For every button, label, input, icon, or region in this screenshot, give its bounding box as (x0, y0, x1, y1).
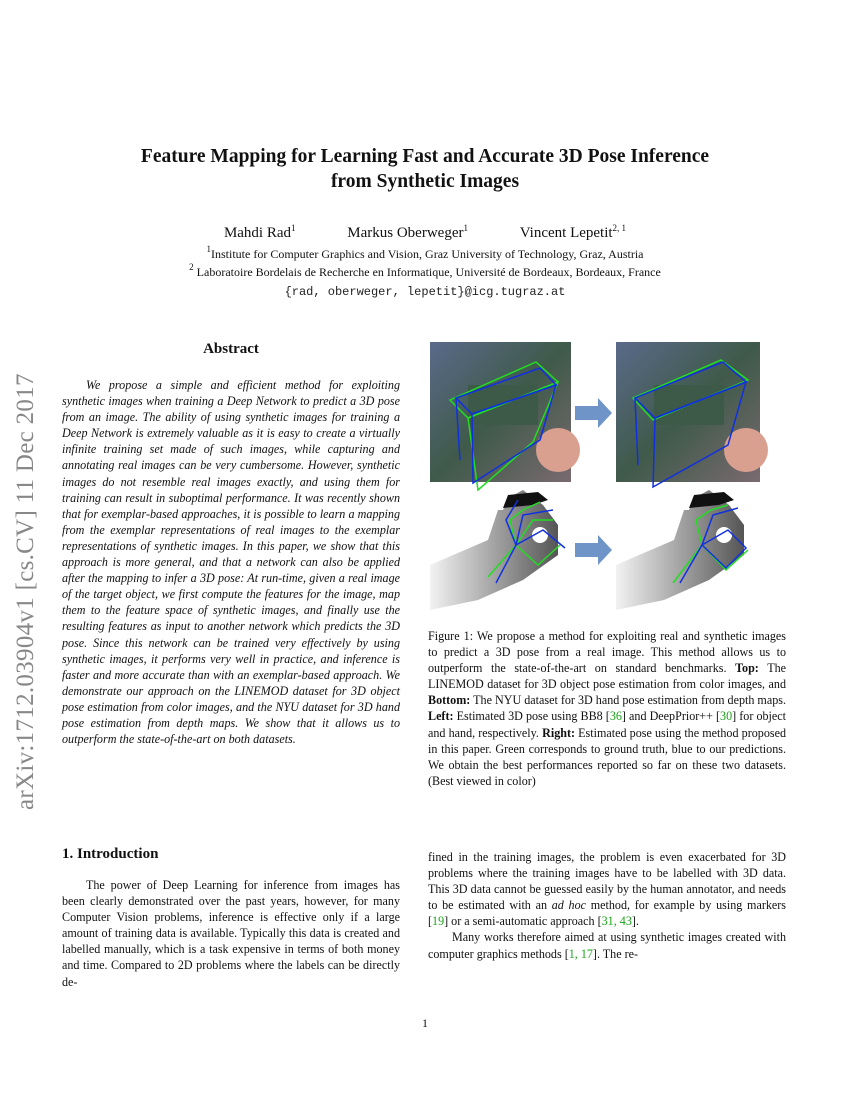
text-segment: The NYU dataset for 3D hand pose estimation from depth maps. (470, 693, 786, 708)
text-segment: Figure 1: We propose a method for exploiting real and synthetic images to predict a 3D pose from a real image. This method allows us to outperform the state-of-the-art on standard benchmarks. (428, 629, 786, 676)
paper-title (0, 144, 850, 194)
text-segment: Estimated 3D pose using BB8 [ (453, 709, 610, 724)
author (224, 225, 296, 241)
figure-1 (428, 340, 788, 615)
author-sup: 1 (291, 223, 296, 233)
affiliation (0, 244, 850, 262)
text-segment: ] or a semi-automatic approach [ (444, 914, 602, 929)
right-column-text (428, 849, 786, 962)
arrow-icon (575, 535, 612, 565)
arrow-icon (575, 398, 612, 428)
citation-link[interactable]: 19 (432, 914, 445, 929)
paragraph (428, 929, 786, 961)
text-segment: Top: (735, 661, 759, 676)
text-segment: ] and DeepPrior++ [ (621, 709, 721, 724)
text-segment: Bottom: (428, 693, 471, 708)
abstract-heading: Abstract (203, 341, 259, 357)
arxiv-stamp: arXiv:1712.03904v1 [cs.CV] 11 Dec 2017 (12, 373, 39, 810)
text-segment: ]. (631, 914, 639, 929)
abstract-text: We propose a simple and efficient method for exploiting synthetic images when training a Deep Network to predict a 3D pose from an image. The ability of using synthetic images for training a Deep Network is extremely valuable as it is easy to create a virtually infinite training set made of such images, while capturing and annotating real images can be very cumbersome. However, synthetic images do not resemble real images exactly, and using them for training can result in suboptimal performance. It was recently shown that for exemplar-based approaches, it is possible to learn a mapping from the exemplar representations of real images to the exemplar representations of synthetic images. In this paper, we show that this approach is more general, and that a network can also be applied after the mapping to infer a 3D pose: At run-time, given a real image of the target object, we first compute the features for the image, map them to the feature space of synthetic images, and finally use the resulting features as input to another network which predicts the 3D pose. Since this network can be trained very effectively by using synthetic images, it performs very well in practice, and inference is faster and more accurate than with an exemplar-based approach. We demonstrate our approach on the LINEMOD dataset for 3D object pose estimation from color images, and the NYU dataset for 3D hand pose estimation from depth maps. We show that it allows us to outperform the state-of-the-art on both datasets. (62, 378, 400, 747)
nyu-right-hand (616, 490, 748, 610)
aff-text: Institute for Computer Graphics and Vision, Graz University of Technology, Graz, Austria (211, 247, 644, 261)
text-segment: Left: (428, 709, 454, 724)
text-segment: Right: (542, 725, 576, 740)
linemod-right-image (616, 342, 768, 487)
citation-link[interactable]: 1, 17 (568, 946, 593, 961)
nyu-left-hand (430, 490, 565, 610)
linemod-left-image (430, 342, 580, 490)
citation-link[interactable]: 31, 43 (601, 914, 632, 929)
citation-link[interactable]: 36 (609, 709, 622, 724)
author (347, 225, 468, 241)
author-name: Vincent Lepetit (519, 225, 613, 241)
intro-paragraph (62, 877, 400, 990)
text-segment: ] for object and hand, respectively. (428, 709, 786, 740)
text-segment: Estimated pose using the method proposed in this paper. Green corresponds to ground truth, blue to our predictions. We obtain the best performances reported so far on these two datasets. (Best viewed in color) (428, 725, 786, 788)
aff-sup: 2 (189, 262, 194, 272)
aff-text: Laboratoire Bordelais de Recherche en Informatique, Université de Bordeaux, Bordeaux, France (193, 265, 661, 279)
section-heading-introduction: 1. Introduction (62, 846, 159, 862)
text-segment: The LINEMOD dataset for 3D object pose estimation from color images, and (428, 661, 786, 692)
paragraph: The power of Deep Learning for inference from images has been clearly demonstrated over the past years, however, for many Computer Vision problems, inference is effective only if a large amount of training data is available. Typically this data is created and labelled manually, which is a task expensive in terms of both money and time. Compared to 2D problems where the labels can be directly de- (62, 878, 400, 989)
title-line: from Synthetic Images (330, 171, 520, 192)
page-number: 1 (422, 1016, 428, 1030)
text-segment: method, for example by using markers [ (428, 898, 786, 929)
aff-sup: 1 (206, 244, 212, 254)
author-sup: 1 (463, 223, 468, 233)
author-sup: 2, 1 (612, 223, 627, 233)
figure-caption (428, 628, 786, 789)
text-segment: ]. The re- (592, 946, 639, 961)
citation-link[interactable]: 30 (720, 709, 733, 724)
author-list (0, 225, 850, 242)
text-segment: Many works therefore aimed at using synthetic images created with computer graphics methods [ (428, 930, 786, 961)
text-segment: ad hoc (551, 898, 587, 913)
author (520, 225, 626, 241)
paragraph (428, 849, 786, 929)
affiliation (0, 262, 850, 280)
author-name: Markus Oberweger (347, 225, 464, 241)
author-name: Mahdi Rad (223, 225, 292, 241)
title-line: Feature Mapping for Learning Fast and Accurate 3D Pose Inference (140, 146, 710, 167)
text-segment: fined in the training images, the problem is even exacerbated for 3D problems where the training images have to be labelled with 3D data. This 3D data cannot be guessed easily by the human annotator, and needs to be estimated with an (428, 850, 786, 913)
email: {rad, oberweger, lepetit}@icg.tugraz.at (284, 285, 566, 299)
